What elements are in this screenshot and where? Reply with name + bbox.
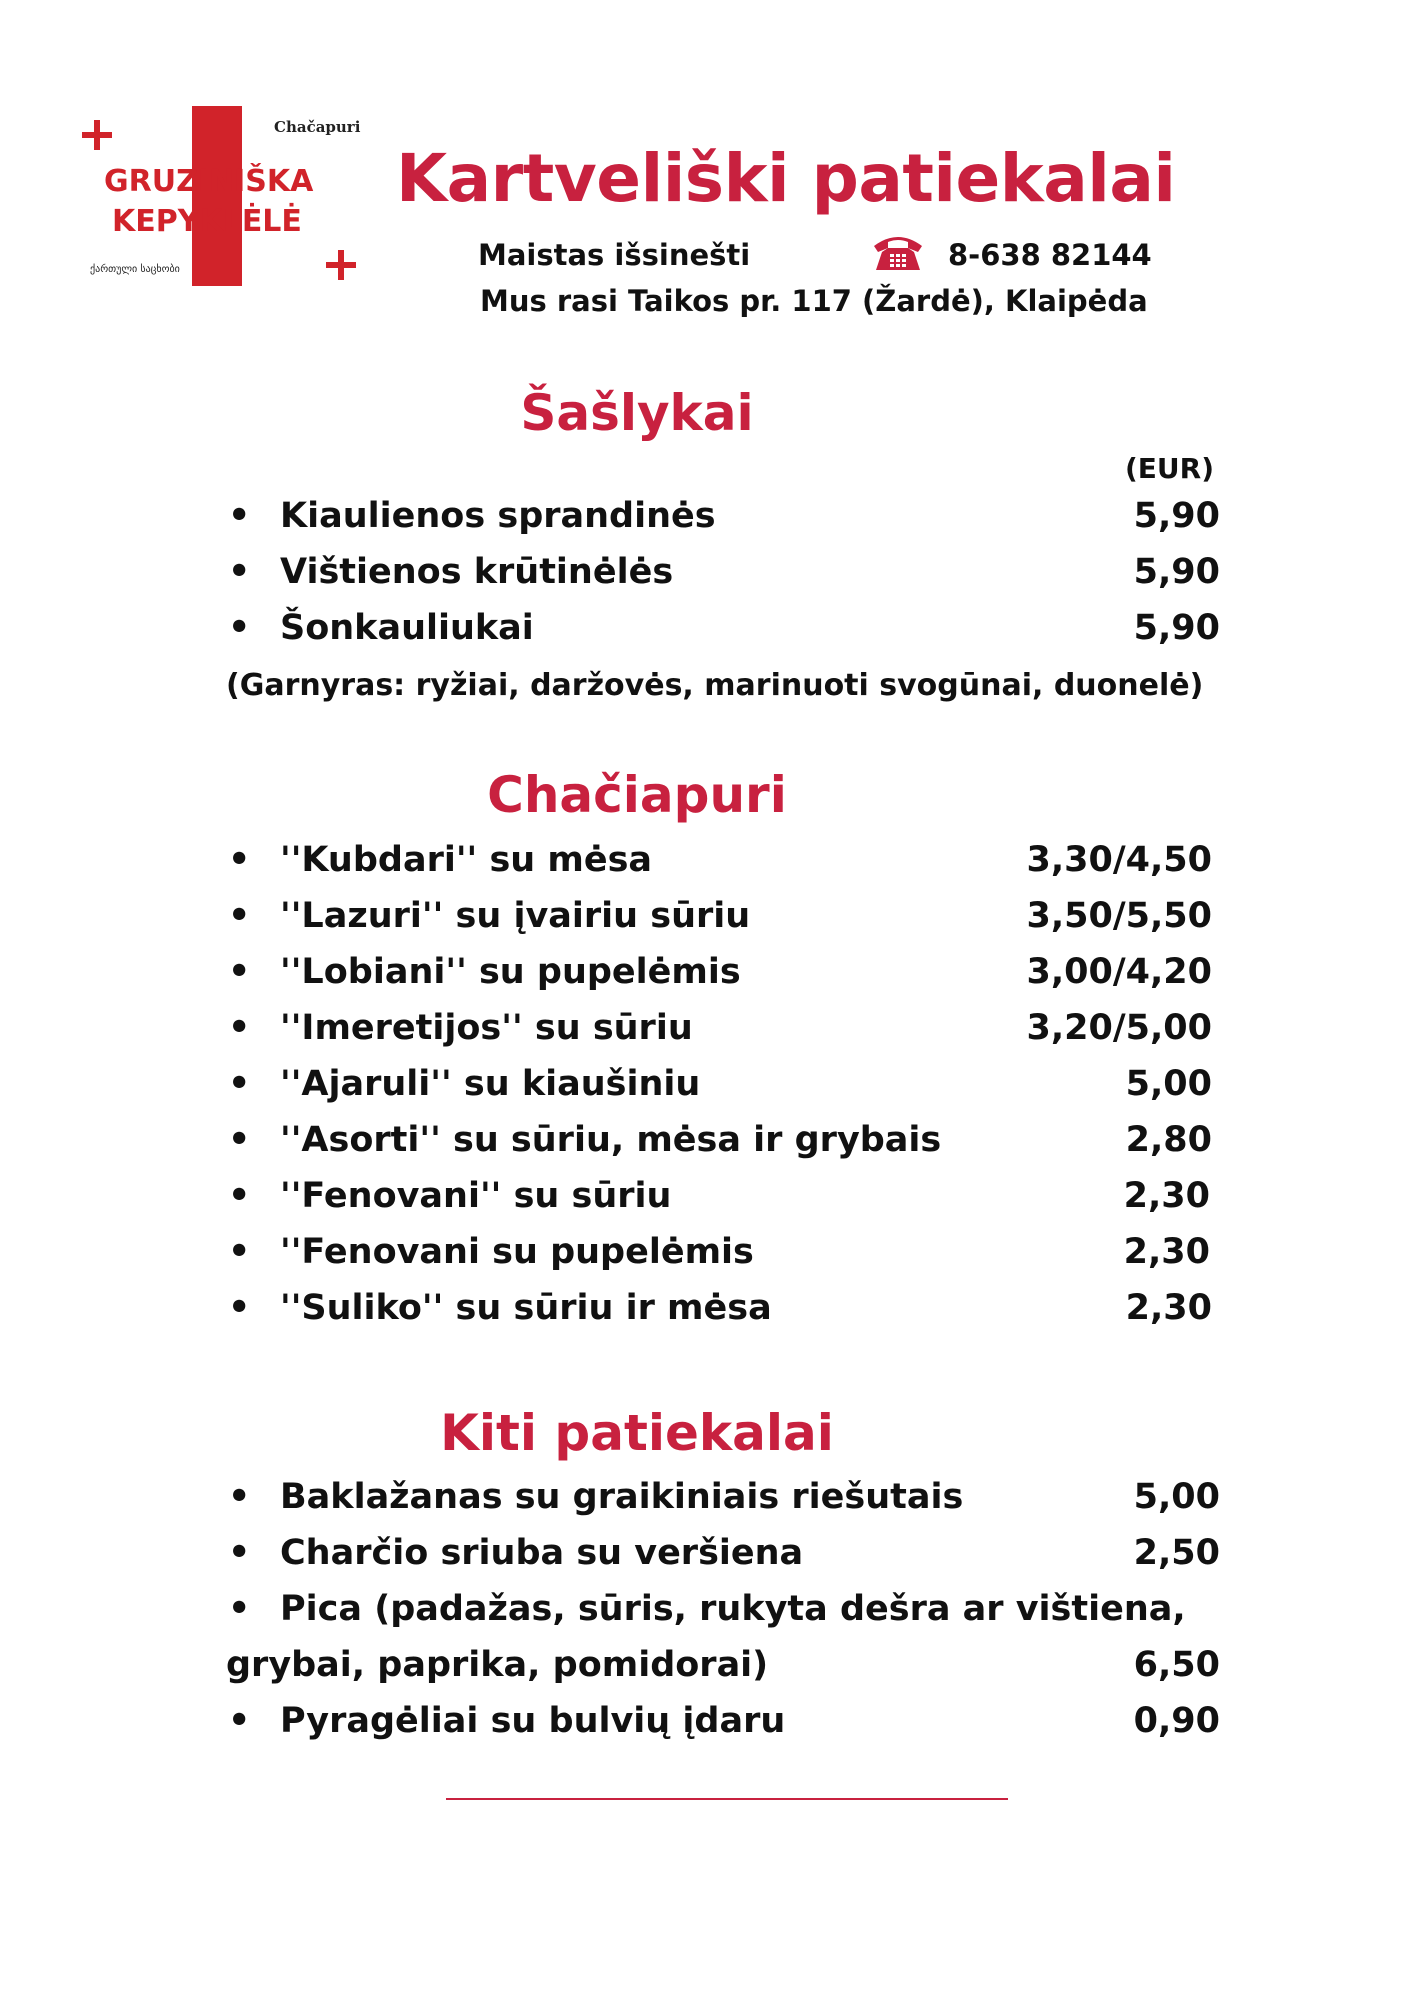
bullet: • [228,1120,251,1160]
phone-number: 8-638 82144 [948,238,1152,272]
menu-item-price: 2,80 [1125,1120,1212,1160]
bullet: • [228,896,251,936]
menu-item [220,552,1220,602]
menu-item-name: Charčio sriuba su veršiena [280,1533,804,1573]
menu-item-name: Vištienos krūtinėlės [280,552,674,592]
bullet: • [228,952,251,992]
menu-item-name: ''Suliko'' su sūriu ir mėsa [280,1288,772,1328]
logo [82,106,362,296]
bullet: • [228,840,251,880]
menu-item-price: 5,00 [1125,1064,1212,1104]
bullet: • [228,1288,251,1328]
bullet: • [228,1589,251,1629]
section-title-chaciapuri: Chačiapuri [487,766,787,824]
menu-item-name: ''Lazuri'' su įvairiu sūriu [280,896,751,936]
menu-item-price: 0,90 [1133,1701,1220,1741]
bottom-divider [446,1798,1008,1800]
menu-item-price: 2,50 [1133,1533,1220,1573]
menu-item-name: ''Lobiani'' su pupelėmis [280,952,741,992]
menu-item-price: 2,30 [1123,1232,1210,1272]
menu-item [220,1533,1220,1583]
bullet: • [228,1008,251,1048]
bullet: • [228,1477,251,1517]
menu-item-name-continuation: grybai, paprika, pomidorai) [226,1645,769,1685]
menu-item [220,1477,1220,1527]
menu-item-continuation [226,1645,1220,1685]
bullet: • [228,1701,251,1741]
menu-item [220,608,1220,658]
menu-item-name: Baklažanas su graikiniais riešutais [280,1477,964,1517]
menu-item-price: 5,90 [1133,496,1220,536]
menu-item-price: 5,90 [1133,608,1220,648]
menu-item-name: ''Ajaruli'' su kiaušiniu [280,1064,701,1104]
menu-item [220,952,1220,1002]
bullet: • [228,1232,251,1272]
telephone-icon [870,232,926,272]
menu-item [220,1701,1220,1751]
menu-item-price: 6,50 [1133,1645,1220,1685]
menu-item-price: 5,90 [1133,552,1220,592]
menu-item-price: 3,00/4,20 [1026,952,1212,992]
menu-item-name: ''Kubdari'' su mėsa [280,840,653,880]
garnish-note: (Garnyras: ryžiai, daržovės, marinuoti svogūnai, duonelė) [226,668,1204,703]
menu-item [220,896,1220,946]
address: Mus rasi Taikos pr. 117 (Žardė), Klaipėda [480,284,1148,318]
menu-item-name: Pyragėliai su bulvių įdaru [280,1701,786,1741]
menu-item-price: 3,20/5,00 [1026,1008,1212,1048]
bullet: • [228,1176,251,1216]
menu-item [220,496,1220,546]
bullet: • [228,1533,251,1573]
bullet: • [228,496,251,536]
menu-item-price: 2,30 [1125,1288,1212,1328]
menu-item [220,1288,1220,1338]
menu-item-name: Šonkauliukai [280,608,534,648]
takeaway-label: Maistas išsinešti [478,238,751,272]
menu-item-name: ''Fenovani'' su sūriu [280,1176,672,1216]
menu-item-name: Kiaulienos sprandinės [280,496,716,536]
menu-item-name: Pica (padažas, sūris, rukyta dešra ar vištiena, [280,1589,1186,1629]
menu-item-name: ''Asorti'' su sūriu, mėsa ir grybais [280,1120,942,1160]
logo-georgian-text: ქართული საცხობი [90,264,180,275]
currency-label: (EUR) [1124,452,1214,485]
section-title-kiti-patiekalai: Kiti patiekalai [440,1404,834,1462]
menu-item-price: 2,30 [1123,1176,1210,1216]
menu-item [220,1232,1220,1282]
menu-item-name: ''Imeretijos'' su sūriu [280,1008,693,1048]
logo-line2: KEPYKLĖLĖ [112,204,302,239]
menu-item [220,1120,1220,1170]
menu-item-price: 3,50/5,50 [1026,896,1212,936]
menu-item [220,1008,1220,1058]
bullet: • [228,1064,251,1104]
bullet: • [228,552,251,592]
menu-item [220,840,1220,890]
bullet: • [228,608,251,648]
menu-item-name: ''Fenovani su pupelėmis [280,1232,754,1272]
menu-item-price: 5,00 [1133,1477,1220,1517]
section-title-saslykai: Šašlykai [520,384,754,442]
menu-item-price: 3,30/4,50 [1026,840,1212,880]
menu-item [220,1176,1220,1226]
menu-item [220,1589,1220,1639]
menu-item [220,1064,1220,1114]
logo-line1: GRUZINIŠKA [104,164,314,199]
page-title: Kartveliški patiekalai [396,140,1176,217]
logo-small-label: Chačapuri [274,118,361,136]
